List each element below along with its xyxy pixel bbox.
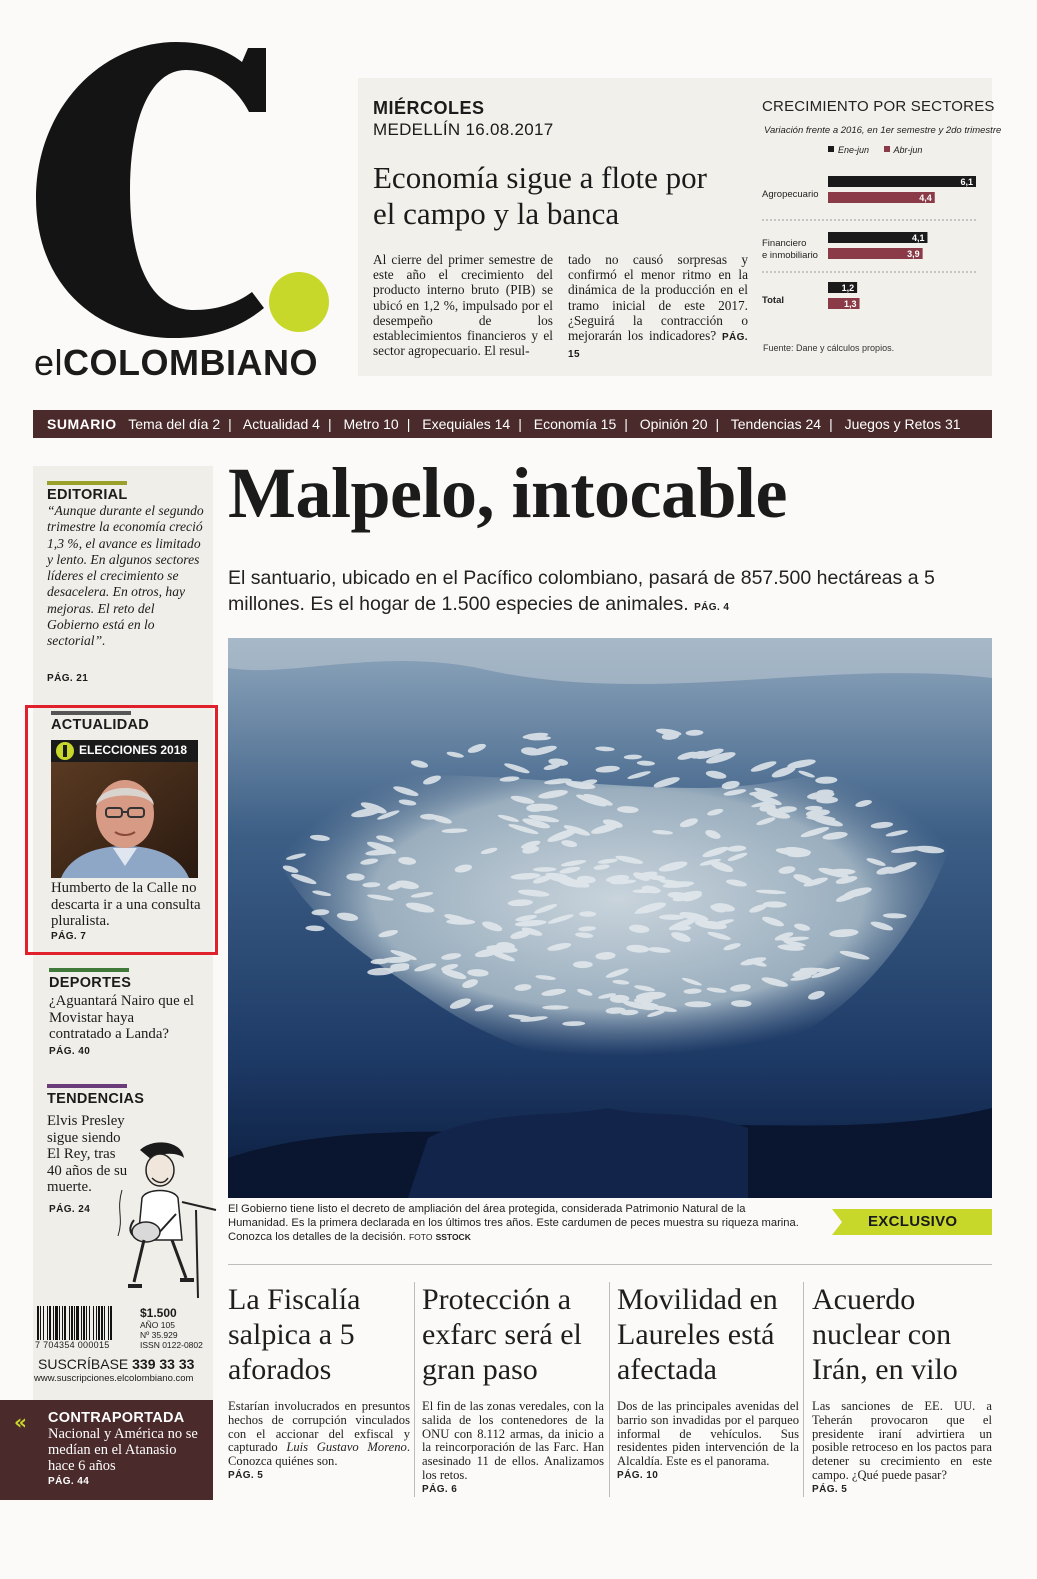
top-story-col-1 <box>373 252 553 358</box>
barcode-bar <box>47 1306 48 1340</box>
subscribe-line[interactable] <box>38 1356 194 1372</box>
sumario-bar <box>33 410 992 438</box>
chart-value-label: 3,9 <box>907 249 920 259</box>
issue-year: AÑO 105 <box>140 1320 175 1330</box>
story-headline-exfarc[interactable]: Protección a exfarc será el gran paso <box>422 1283 582 1386</box>
chart-source: Fuente: Dane y cálculos propios. <box>763 343 895 353</box>
barcode-bar <box>108 1306 109 1340</box>
chart-bar <box>828 176 976 187</box>
barcode-digits: 7 704354 000015 <box>35 1340 110 1350</box>
barcode-bar <box>81 1306 82 1340</box>
story-headline-laureles[interactable]: Movilidad en Laureles está afectada <box>617 1283 778 1386</box>
legend-swatch-ene-jun <box>828 146 834 152</box>
story-page[interactable]: PÁG. 5 <box>812 1483 848 1495</box>
barcode-bar <box>37 1306 39 1340</box>
deportes-rule <box>49 968 129 972</box>
tendencias-page[interactable]: PÁG. 24 <box>49 1204 91 1215</box>
barcode-bar <box>69 1306 70 1340</box>
top-story-text-1: Al cierre del primer semestre de este año el crecimiento del producto interno bruto (PIB) se ubicó en 1,2 %, impulsado por el desempeño de los establecimientos financieros y el sector agropecuario. El resul- <box>373 252 553 359</box>
barcode-bar <box>104 1306 105 1340</box>
barcode-bar <box>96 1306 97 1340</box>
logo-c-mark <box>34 40 294 340</box>
subscribe-phone: 339 33 33 <box>132 1356 195 1372</box>
issue-day: MIÉRCOLES <box>373 98 485 118</box>
top-story-col-2 <box>568 252 748 362</box>
story-page[interactable]: PÁG. 6 <box>422 1483 458 1495</box>
top-story-text-2: tado no causó sorpresas y confirmó el menor ritmo en la dinámica de la producción en el tramo inicial de este 2017. ¿Seguirá la contracción o mejorarán los indicadores? <box>568 252 748 344</box>
elecciones-label: ELECCIONES 2018 <box>79 743 188 757</box>
tendencias-rule <box>47 1084 127 1088</box>
name-bold: COLOMBIANO <box>63 342 319 383</box>
sumario-item[interactable]: Exequiales 14 <box>422 416 511 432</box>
barcode-bar <box>93 1306 94 1340</box>
story-text: Las sanciones de EE. UU. a Teherán provocaron que el presidente iraní advirtiera un posible retroceso en los pactos para detener su crecimiento en este campo. ¿Qué puede pasar? <box>812 1399 992 1482</box>
barcode-bar <box>49 1306 51 1340</box>
legend-swatch-abr-jun <box>884 146 890 152</box>
actualidad-text[interactable]: Humberto de la Calle no descarta ir a una consulta pluralista. <box>51 880 201 929</box>
separator: | <box>406 416 411 432</box>
chart-title: CRECIMIENTO POR SECTORES <box>762 98 995 115</box>
barcode-bar <box>43 1306 44 1340</box>
barcode-bar <box>76 1306 79 1340</box>
malpelo-fish-photo[interactable] <box>228 638 992 1198</box>
logo-dot <box>269 272 329 332</box>
barcode-bar <box>110 1306 112 1340</box>
barcode-bar <box>40 1306 41 1340</box>
story-text: Dos de las principales avenidas del barrio son invadidas por el parqueo informal de vehículos. Sus residentes piden intervención de la Alcaldía. Este es el panorama. <box>617 1399 799 1469</box>
separator: | <box>518 416 522 432</box>
main-headline[interactable]: Malpelo, intocable <box>228 453 787 533</box>
chart-value-label: 6,1 <box>960 177 973 187</box>
sumario-label: SUMARIO <box>47 416 117 432</box>
story-page[interactable]: PÁG. 10 <box>617 1469 659 1481</box>
sumario-item[interactable]: Tema del día 2 <box>128 416 221 432</box>
elecciones-logo-icon <box>55 741 75 761</box>
sumario-item[interactable]: Opinión 20 <box>639 416 708 432</box>
column-rule <box>609 1282 610 1497</box>
tendencias-text[interactable]: Elvis Presley sigue siendo El Rey, tras 40 años de su muerte. <box>47 1113 128 1195</box>
exclusive-label: EXCLUSIVO <box>868 1213 958 1230</box>
separator: | <box>624 416 628 432</box>
barcode-bar <box>55 1306 58 1340</box>
separator: | <box>228 416 232 432</box>
barcode-bar <box>53 1306 54 1340</box>
story-text-end: . Conozca quiénes son. <box>228 1440 410 1469</box>
contraportada-box[interactable] <box>0 1400 213 1500</box>
barcode-bar <box>89 1306 90 1340</box>
deportes-text[interactable]: ¿Aguantará Nairo que el Movistar haya contratado a Landa? <box>49 993 195 1042</box>
legend-ene-jun: Ene-jun <box>838 145 870 155</box>
tendencias-title: TENDENCIAS <box>47 1091 145 1107</box>
chart-value-label: 4,4 <box>919 193 932 203</box>
top-story-headline[interactable]: Economía sigue a flote por el campo y la banca <box>373 160 708 231</box>
photo-credit-label: FOTO <box>408 1232 433 1243</box>
subscribe-url[interactable]: www.suscripciones.elcolombiano.com <box>34 1373 194 1384</box>
exclusive-badge[interactable] <box>832 1209 992 1235</box>
chart-category-label: Agropecuario <box>762 189 819 200</box>
story-page[interactable]: PÁG. 5 <box>228 1469 264 1481</box>
contraportada-page: PÁG. 44 <box>48 1476 90 1487</box>
barcode-bar <box>101 1306 103 1340</box>
chart-value-label: 1,3 <box>844 299 857 309</box>
sector-growth-chart <box>760 164 982 324</box>
issue-price: $1.500 <box>140 1306 177 1320</box>
chart-value-label: 1,2 <box>841 283 855 293</box>
bottom-divider <box>228 1264 992 1265</box>
barcode-bar <box>62 1306 63 1340</box>
double-chevron-icon: « <box>14 1410 27 1434</box>
barcode-bar <box>83 1306 85 1340</box>
editorial-title: EDITORIAL <box>47 487 128 503</box>
chart-subtitle: Variación frente a 2016, en 1er semestre y 2do trimestre <box>764 125 1002 136</box>
deportes-page[interactable]: PÁG. 40 <box>49 1046 91 1057</box>
newspaper-logo[interactable] <box>34 40 294 340</box>
editorial-text[interactable]: “Aunque durante el segundo trimestre la economía creció 1,3 %, el avance es limitado y lento. En algunos sectores líderes el crecimiento se desacelera. En otros, hay mejoras. El reto del Gobierno está en lo sectorial”. <box>47 503 204 649</box>
story-text: El fin de las zonas veredales, con la salida de los contenedores de la ONU con 8.112 armas, da inicio a la reincorporación de las Farc. Han asesinado 11 de ellos. Analizamos los retos. <box>422 1399 604 1482</box>
barcode-bar <box>98 1306 100 1340</box>
actualidad-rule <box>51 711 131 715</box>
photo-credit: SSTOCK <box>435 1232 471 1243</box>
story-text: Estarían involucrados en presuntos hechos de corrupción vinculados con el accionar del exfiscal y capturado <box>228 1399 410 1455</box>
issue-dateline: MEDELLÍN 16.08.2017 <box>373 120 554 139</box>
elvis-caricature <box>112 1140 220 1300</box>
contraportada-text: Nacional y América no se medían en el Atanasio hace 6 años <box>48 1426 198 1474</box>
issue-number: Nº 35.929 <box>140 1330 178 1340</box>
barcode-bar <box>74 1306 75 1340</box>
main-dek <box>228 566 988 620</box>
top-story-page[interactable]: PÁG. 15 <box>568 332 748 361</box>
sumario-item[interactable]: Metro 10 <box>343 416 399 432</box>
elecciones-banner <box>51 740 198 762</box>
story-text-italic: Luis Gustavo Moreno <box>286 1440 407 1455</box>
chart-category-label: Financiero e inmobiliario <box>762 238 818 261</box>
price-block <box>140 1306 203 1350</box>
chart-value-label: 4,1 <box>911 233 925 243</box>
subscribe-label: SUSCRÍBASE <box>38 1356 129 1372</box>
sumario-item[interactable]: Juegos y Retos 31 <box>844 416 961 432</box>
chart-legend <box>828 145 922 155</box>
deportes-title: DEPORTES <box>49 975 132 991</box>
actualidad-title: ACTUALIDAD <box>51 717 150 733</box>
sumario-item[interactable]: Actualidad 4 <box>242 416 320 432</box>
humberto-photo[interactable] <box>51 762 198 878</box>
caption-text: El Gobierno tiene listo el decreto de ampliación del área protegida, considerada Patrimonio Natural de la Humanidad. Es la primera declarada en los últimos tres años. Este cardumen de peces muestra su riqueza marina. Conozca los detalles de la decisión. <box>228 1203 799 1244</box>
main-dek-page[interactable]: PÁG. 4 <box>694 601 730 613</box>
story-headline-fiscalia[interactable]: La Fiscalía salpica a 5 aforados <box>228 1283 361 1386</box>
story-body-laureles <box>617 1400 799 1483</box>
main-dek-text: El santuario, ubicado en el Pacífico colombiano, pasará de 857.500 hectáreas a 5 millones. Es el hogar de 1.500 especies de animales. <box>228 567 935 615</box>
chart-category-label: Total <box>762 295 784 306</box>
column-rule <box>414 1282 415 1497</box>
actualidad-page[interactable]: PÁG. 7 <box>51 931 87 942</box>
issue-issn: ISSN 0122-0802 <box>140 1340 203 1350</box>
story-body-exfarc <box>422 1400 604 1497</box>
separator: | <box>327 416 332 432</box>
column-rule <box>803 1282 804 1497</box>
barcode-bar <box>59 1306 60 1340</box>
separator: | <box>829 416 833 432</box>
separator: | <box>715 416 720 432</box>
barcode-bar <box>71 1306 73 1340</box>
legend-abr-jun: Abr-jun <box>893 145 923 155</box>
editorial-rule <box>47 481 127 485</box>
story-body-iran <box>812 1400 992 1497</box>
sumario-item[interactable]: Economía 15 <box>533 416 617 432</box>
main-photo-caption <box>228 1202 808 1245</box>
barcode-bar <box>86 1306 87 1340</box>
sumario-item[interactable]: Tendencias 24 <box>730 416 822 432</box>
contraportada-title: CONTRAPORTADA <box>48 1410 185 1426</box>
newspaper-name <box>34 342 318 384</box>
story-headline-iran[interactable]: Acuerdo nuclear con Irán, en vilo <box>812 1283 958 1386</box>
editorial-page[interactable]: PÁG. 21 <box>47 673 89 684</box>
story-body-fiscalia <box>228 1400 410 1483</box>
barcode-bar <box>64 1306 66 1340</box>
name-light: el <box>34 342 64 383</box>
